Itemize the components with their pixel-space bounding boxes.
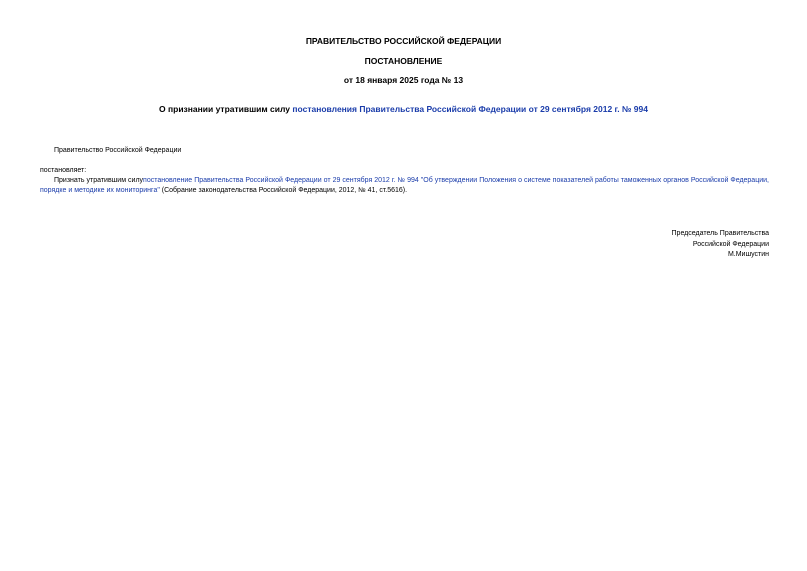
signature-block (672, 229, 769, 261)
doc-type-heading: ПОСТАНОВЛЕНИЕ (364, 56, 443, 66)
issuer-line: Правительство Российской Федерации (54, 147, 182, 154)
document-title (0, 104, 807, 115)
signature-position-line2: Российской Федерации (692, 240, 769, 248)
title-link[interactable]: постановления Правительства Российской Федерации от 29 сентября 2012 г. № 994 (292, 104, 648, 114)
title-prefix: О признании утратившим силу (159, 104, 293, 114)
paragraph-suffix: (Собрание законодательства Российской Федерации, 2012, № 41, ст.5616). (159, 187, 408, 194)
signature-name: М.Мишустин (727, 251, 769, 258)
paragraph-link[interactable]: постановление Правительства Российской Федерации от 29 сентября 2012 г. № 994 "Об утверждении Положения о системе показателей работы таможенных органов Российской Федерации, порядке и методике их мониторинга" (40, 177, 769, 194)
paragraph-prefix: Признать утратившим силу (54, 177, 144, 184)
resolution-paragraph (40, 176, 769, 196)
government-heading: ПРАВИТЕЛЬСТВО РОССИЙСКОЙ ФЕДЕРАЦИИ (305, 36, 502, 46)
signature-position-line1: Председатель Правительства (671, 230, 769, 237)
resolves-line: постановляет: (40, 167, 87, 174)
date-number-line: от 18 января 2025 года № 13 (343, 75, 464, 85)
